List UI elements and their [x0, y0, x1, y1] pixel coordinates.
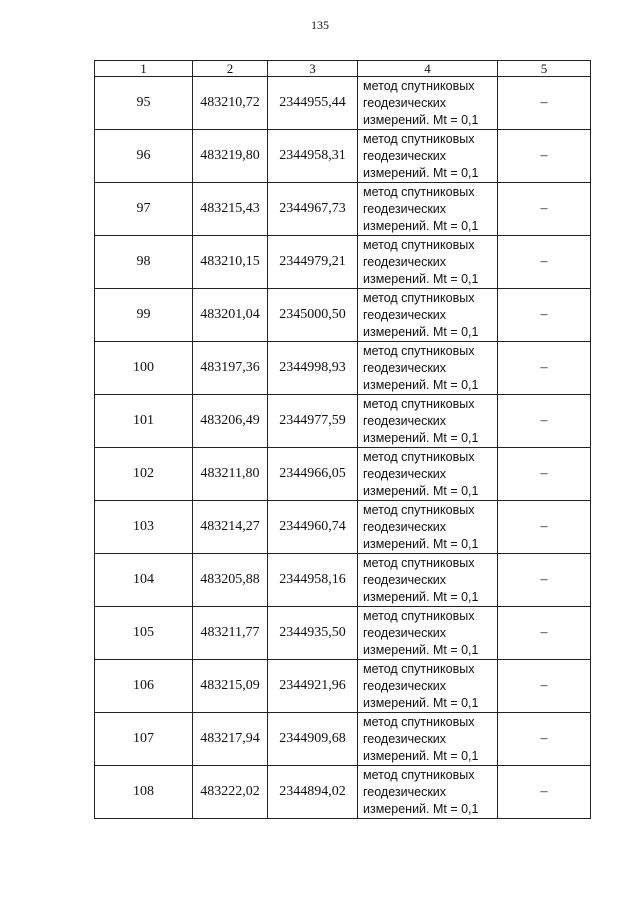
method-line: геодезических [363, 731, 447, 746]
method-line: метод спутниковых [363, 396, 475, 411]
y-coordinate-cell: 2344955,44 [268, 77, 358, 130]
method-line: геодезических [363, 148, 447, 163]
note-cell: – [498, 183, 591, 236]
note-cell: – [498, 713, 591, 766]
x-coordinate-cell: 483205,88 [193, 554, 268, 607]
table-row [95, 236, 591, 289]
point-number-cell: 108 [95, 766, 193, 819]
method-line: измерений. Mt = 0,1 [363, 589, 479, 604]
method-line: метод спутниковых [363, 237, 475, 252]
x-coordinate-cell: 483215,43 [193, 183, 268, 236]
column-header: 3 [268, 61, 358, 77]
page-number: 135 [311, 18, 329, 32]
method-line: измерений. Mt = 0,1 [363, 165, 479, 180]
y-coordinate-cell: 2344967,73 [268, 183, 358, 236]
y-coordinate-cell: 2344960,74 [268, 501, 358, 554]
method-cell [358, 289, 498, 342]
table-row [95, 766, 591, 819]
method-cell [358, 395, 498, 448]
table-row [95, 660, 591, 713]
table-row [95, 713, 591, 766]
point-number-cell: 105 [95, 607, 193, 660]
note-cell: – [498, 77, 591, 130]
method-line: геодезических [363, 201, 447, 216]
x-coordinate-cell: 483210,15 [193, 236, 268, 289]
method-line: метод спутниковых [363, 767, 475, 782]
point-number-cell: 107 [95, 713, 193, 766]
point-number-cell: 104 [95, 554, 193, 607]
method-line: геодезических [363, 572, 447, 587]
note-cell: – [498, 660, 591, 713]
method-line: геодезических [363, 95, 447, 110]
y-coordinate-cell: 2344966,05 [268, 448, 358, 501]
table-row [95, 77, 591, 130]
table-row [95, 554, 591, 607]
method-cell [358, 766, 498, 819]
method-line: метод спутниковых [363, 449, 475, 464]
point-number-cell: 106 [95, 660, 193, 713]
x-coordinate-cell: 483214,27 [193, 501, 268, 554]
point-number-cell: 99 [95, 289, 193, 342]
method-line: метод спутниковых [363, 184, 475, 199]
method-line: измерений. Mt = 0,1 [363, 695, 479, 710]
method-line: измерений. Mt = 0,1 [363, 271, 479, 286]
point-number-cell: 101 [95, 395, 193, 448]
method-cell [358, 183, 498, 236]
header-row [95, 61, 591, 77]
method-line: измерений. Mt = 0,1 [363, 218, 479, 233]
method-line: измерений. Mt = 0,1 [363, 642, 479, 657]
point-number-cell: 98 [95, 236, 193, 289]
table-body [95, 77, 591, 819]
note-cell: – [498, 766, 591, 819]
table-row [95, 342, 591, 395]
method-line: геодезических [363, 519, 447, 534]
method-line: метод спутниковых [363, 608, 475, 623]
note-cell: – [498, 501, 591, 554]
x-coordinate-cell: 483222,02 [193, 766, 268, 819]
point-number-cell: 100 [95, 342, 193, 395]
table-row [95, 501, 591, 554]
method-line: метод спутниковых [363, 555, 475, 570]
method-line: геодезических [363, 360, 447, 375]
y-coordinate-cell: 2344979,21 [268, 236, 358, 289]
column-header: 2 [193, 61, 268, 77]
note-cell: – [498, 395, 591, 448]
x-coordinate-cell: 483219,80 [193, 130, 268, 183]
method-cell [358, 130, 498, 183]
note-cell: – [498, 236, 591, 289]
x-coordinate-cell: 483197,36 [193, 342, 268, 395]
method-line: измерений. Mt = 0,1 [363, 536, 479, 551]
y-coordinate-cell: 2344894,02 [268, 766, 358, 819]
method-line: метод спутниковых [363, 714, 475, 729]
method-cell [358, 554, 498, 607]
point-number-cell: 103 [95, 501, 193, 554]
x-coordinate-cell: 483201,04 [193, 289, 268, 342]
method-line: метод спутниковых [363, 78, 475, 93]
point-number-cell: 95 [95, 77, 193, 130]
method-cell [358, 607, 498, 660]
method-cell [358, 236, 498, 289]
note-cell: – [498, 607, 591, 660]
note-cell: – [498, 342, 591, 395]
method-line: геодезических [363, 625, 447, 640]
x-coordinate-cell: 483215,09 [193, 660, 268, 713]
coordinates-table [94, 60, 591, 819]
method-line: метод спутниковых [363, 343, 475, 358]
y-coordinate-cell: 2344958,31 [268, 130, 358, 183]
method-line: метод спутниковых [363, 290, 475, 305]
method-cell [358, 77, 498, 130]
column-header: 1 [95, 61, 193, 77]
x-coordinate-cell: 483211,80 [193, 448, 268, 501]
note-cell: – [498, 130, 591, 183]
method-line: геодезических [363, 307, 447, 322]
method-line: геодезических [363, 466, 447, 481]
table-row [95, 395, 591, 448]
table-row [95, 448, 591, 501]
table-row [95, 183, 591, 236]
column-header: 5 [498, 61, 591, 77]
method-line: измерений. Mt = 0,1 [363, 112, 479, 127]
point-number-cell: 97 [95, 183, 193, 236]
method-line: геодезических [363, 413, 447, 428]
x-coordinate-cell: 483217,94 [193, 713, 268, 766]
y-coordinate-cell: 2344921,96 [268, 660, 358, 713]
note-cell: – [498, 554, 591, 607]
method-cell [358, 448, 498, 501]
note-cell: – [498, 289, 591, 342]
y-coordinate-cell: 2344909,68 [268, 713, 358, 766]
x-coordinate-cell: 483210,72 [193, 77, 268, 130]
method-line: измерений. Mt = 0,1 [363, 430, 479, 445]
x-coordinate-cell: 483206,49 [193, 395, 268, 448]
y-coordinate-cell: 2344998,93 [268, 342, 358, 395]
method-line: измерений. Mt = 0,1 [363, 483, 479, 498]
note-cell: – [498, 448, 591, 501]
x-coordinate-cell: 483211,77 [193, 607, 268, 660]
table-row [95, 607, 591, 660]
method-cell [358, 342, 498, 395]
y-coordinate-cell: 2344977,59 [268, 395, 358, 448]
method-cell [358, 713, 498, 766]
y-coordinate-cell: 2344935,50 [268, 607, 358, 660]
table-row [95, 130, 591, 183]
point-number-cell: 102 [95, 448, 193, 501]
method-line: метод спутниковых [363, 131, 475, 146]
method-line: измерений. Mt = 0,1 [363, 377, 479, 392]
method-line: геодезических [363, 678, 447, 693]
method-line: измерений. Mt = 0,1 [363, 748, 479, 763]
method-line: измерений. Mt = 0,1 [363, 324, 479, 339]
method-cell [358, 660, 498, 713]
y-coordinate-cell: 2345000,50 [268, 289, 358, 342]
y-coordinate-cell: 2344958,16 [268, 554, 358, 607]
table-row [95, 289, 591, 342]
method-line: геодезических [363, 784, 447, 799]
method-line: геодезических [363, 254, 447, 269]
method-line: метод спутниковых [363, 502, 475, 517]
point-number-cell: 96 [95, 130, 193, 183]
method-cell [358, 501, 498, 554]
method-line: метод спутниковых [363, 661, 475, 676]
method-line: измерений. Mt = 0,1 [363, 801, 479, 816]
column-header: 4 [358, 61, 498, 77]
